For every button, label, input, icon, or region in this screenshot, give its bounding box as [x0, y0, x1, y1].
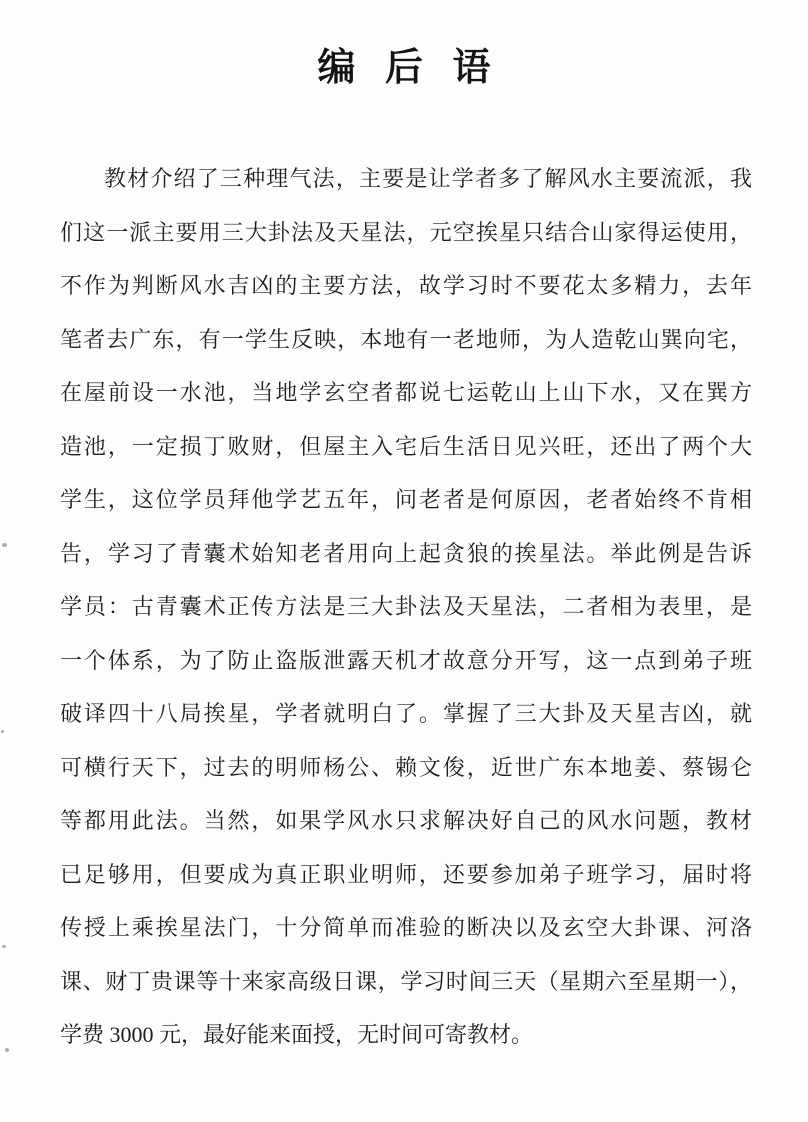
- text-line: 们这一派主要用三大卦法及天星法，元空挨星只结合山家得运使用，: [60, 219, 752, 245]
- text-line: 等都用此法。当然，如果学风水只求解决好自己的风水问题，教材: [60, 808, 752, 833]
- page-title: 编 后 语: [317, 47, 501, 89]
- scan-artifact: [2, 543, 7, 547]
- scan-artifact: [5, 1048, 9, 1052]
- text-line: 已足够用，但要成为真正职业明师，还要参加弟子班学习，届时将: [60, 861, 752, 887]
- scan-artifact: [2, 945, 6, 948]
- text-line: 造池，一定损丁败财，但屋主入宅后生活日见兴旺，还出了两个大: [60, 433, 752, 459]
- text-line: 传授上乘挨星法门，十分简单而准验的断决以及玄空大卦课、河洛: [60, 915, 752, 940]
- text-line: 告，学习了青囊术始知老者用向上起贪狼的挨星法。举此例是告诉: [60, 540, 752, 566]
- text-line: 可横行天下，过去的明师杨公、赖文俊，近世广东本地姜、蔡锡仑: [60, 754, 752, 780]
- afterword-paragraph: [60, 152, 752, 1062]
- text-line: 学员：古青囊术正传方法是三大卦法及天星法，二者相为表里，是: [60, 594, 752, 619]
- text-line: 学费 3000 元，最好能来面授，无时间可寄教材。: [60, 1022, 534, 1047]
- text-line: 一个体系，为了防止盗版泄露天机才故意分开写，这一点到弟子班: [60, 647, 752, 673]
- text-line: 教材介绍了三种理气法，主要是让学者多了解风水主要流派，我: [104, 166, 752, 191]
- text-line: 破译四十八局挨星，学者就明白了。掌握了三大卦及天星吉凶，就: [60, 701, 752, 726]
- text-line: 不作为判断风水吉凶的主要方法，故学习时不要花太多精力，去年: [60, 273, 752, 298]
- text-line: 在屋前设一水池，当地学玄空者都说七运乾山上山下水，又在巽方: [60, 380, 752, 405]
- text-line: 学生，这位学员拜他学艺五年，问老者是何原因，老者始终不肯相: [60, 487, 752, 512]
- text-line: 课、财丁贵课等十来家高级日课，学习时间三天（星期六至星期一），: [60, 968, 752, 994]
- scan-artifact: [1, 730, 4, 733]
- text-line: 笔者去广东，有一学生反映，本地有一老地师，为人造乾山巽向宅，: [60, 326, 752, 352]
